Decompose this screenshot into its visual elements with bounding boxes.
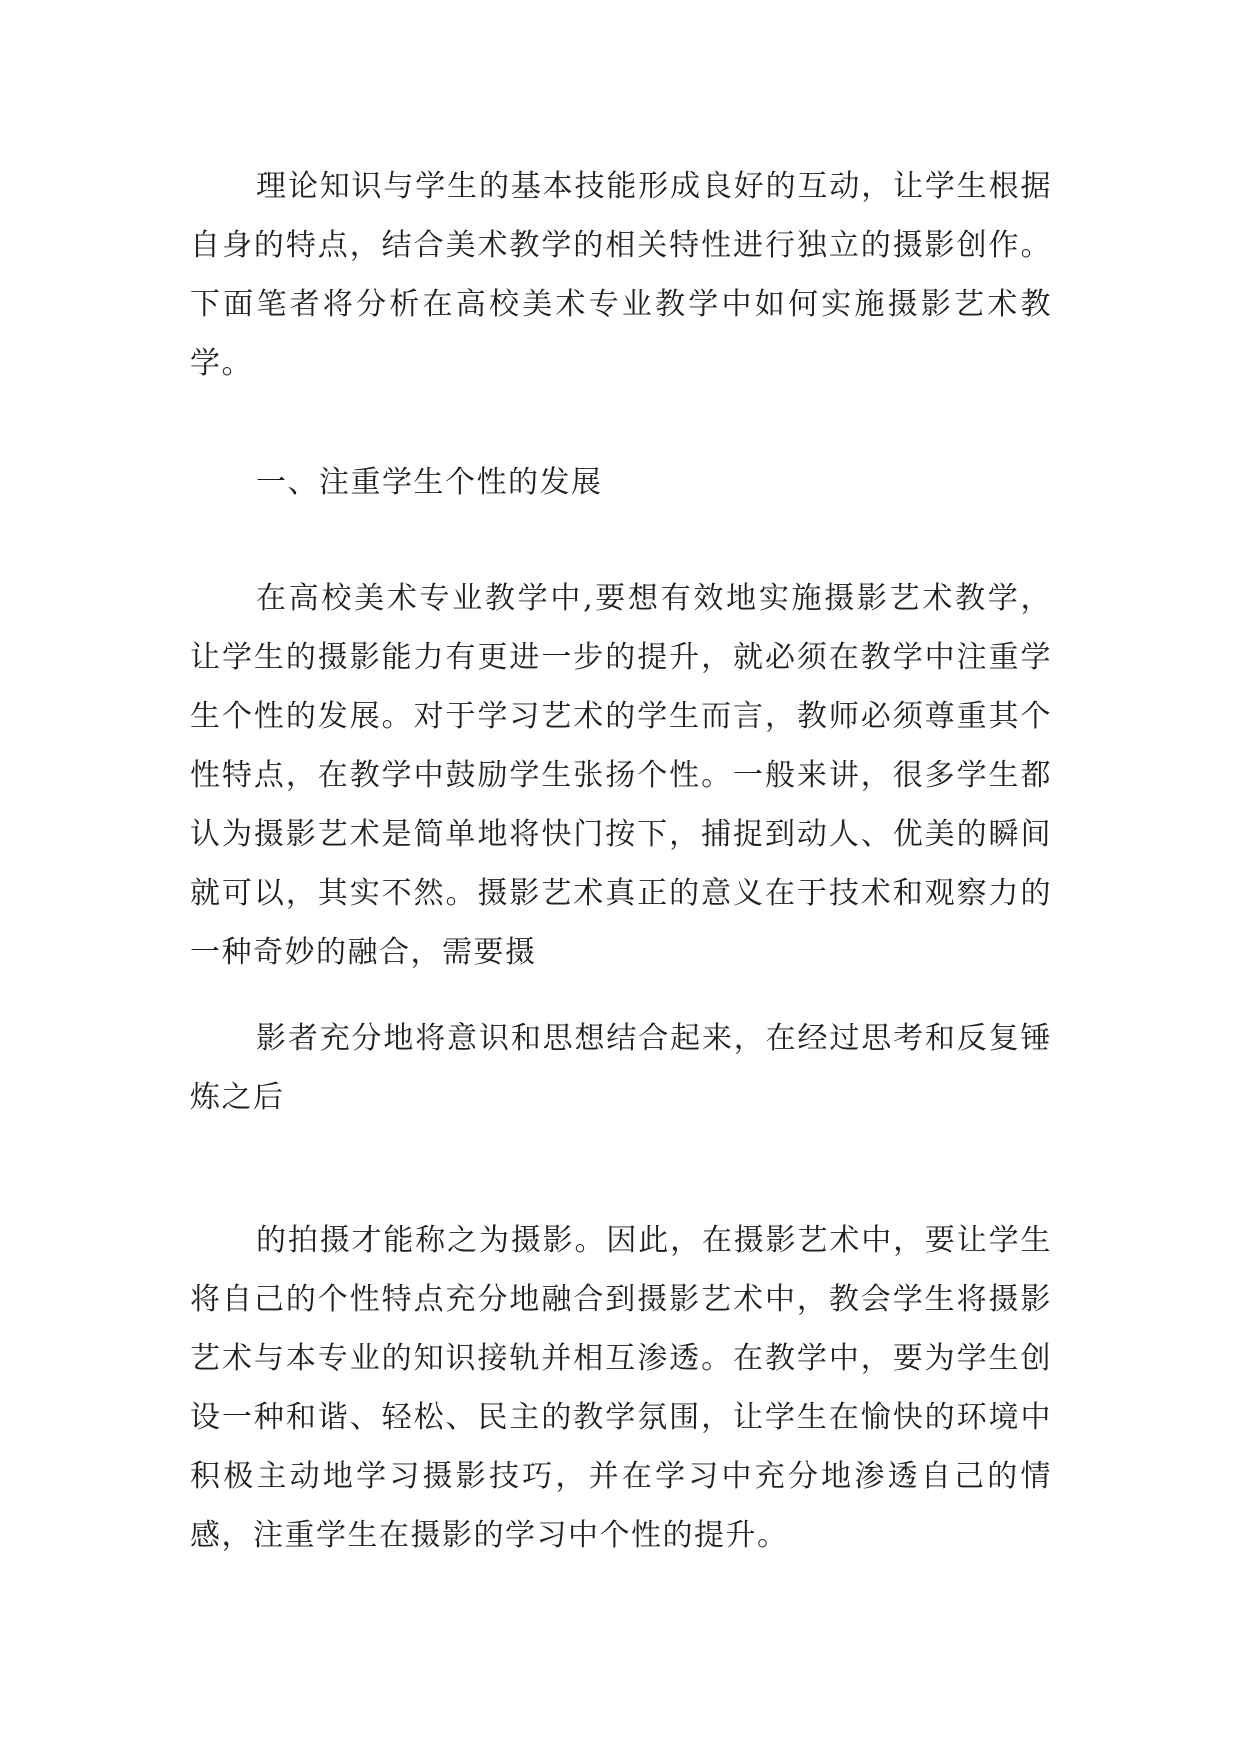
paragraph-conclusion: 的拍摄才能称之为摄影。因此，在摄影艺术中，要让学生将自己的个性特点充分地融合到摄影艺术中，教会学生将摄影艺术与本专业的知识接轨并相互渗透。在教学中，要为学生创设一种和谐、轻松、民主的教学氛围，让学生在愉快的环境中积极主动地学习摄影技巧，并在学习中充分地渗透自己的情感，注重学生在摄影的学习中个性的提升。: [190, 1223, 1052, 1553]
paragraph-continuation: 影者充分地将意识和思想结合起来，在经过思考和反复锤炼之后: [190, 1021, 1052, 1115]
paragraph-intro: 理论知识与学生的基本技能形成良好的互动，让学生根据自身的特点，结合美术教学的相关特性进行独立的摄影创作。下面笔者将分析在高校美术专业教学中如何实施摄影艺术教学。: [190, 169, 1052, 381]
paragraph-body: 在高校美术专业教学中,要想有效地实施摄影艺术教学，让学生的摄影能力有更进一步的提升，就必须在教学中注重学生个性的发展。对于学习艺术的学生而言，教师必须尊重其个性特点，在教学中鼓励学生张扬个性。一般来讲，很多学生都认为摄影艺术是简单地将快门按下，捕捉到动人、优美的瞬间就可以，其实不然。摄影艺术真正的意义在于技术和观察力的一种奇妙的融合，需要摄: [190, 581, 1052, 970]
section-heading: 一、注重学生个性的发展: [256, 465, 603, 500]
